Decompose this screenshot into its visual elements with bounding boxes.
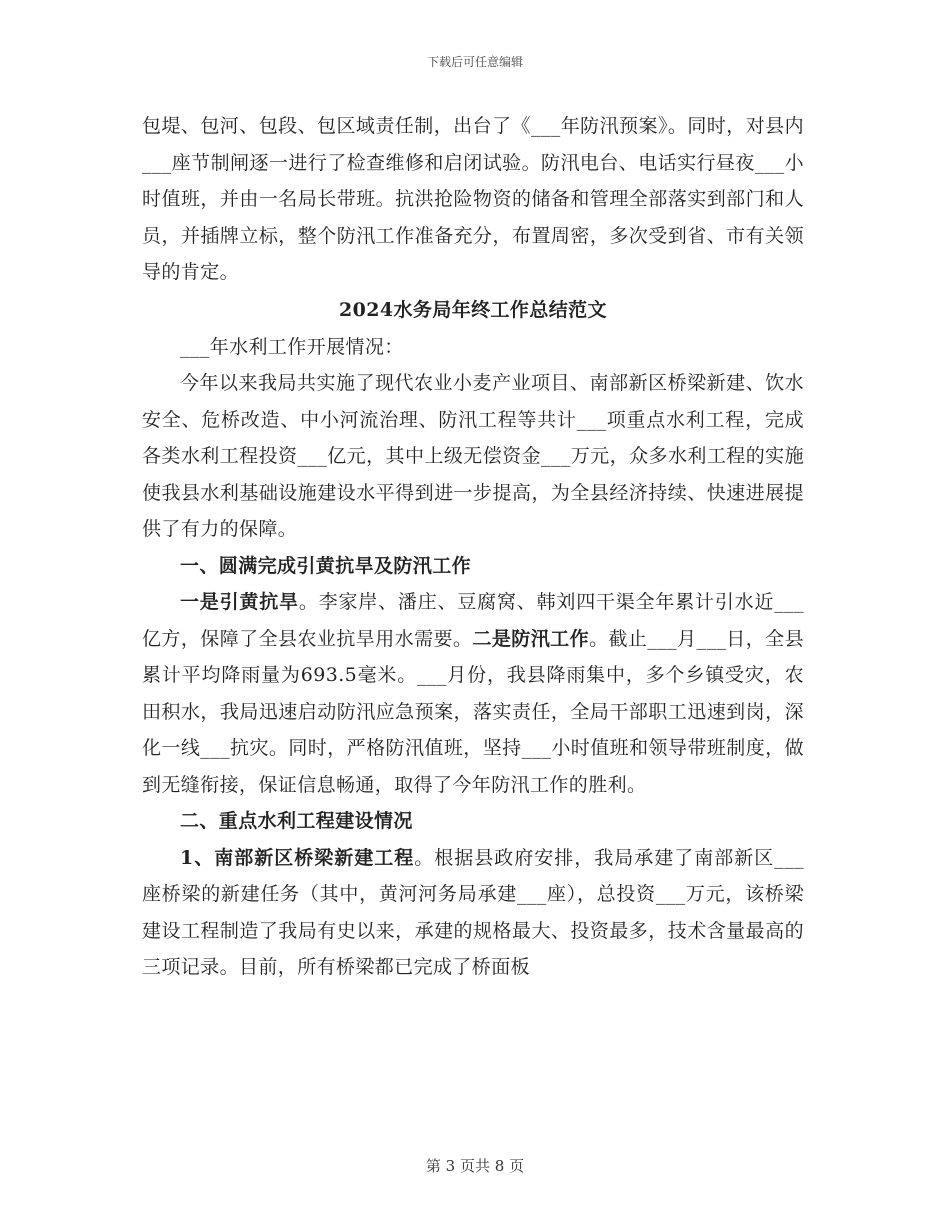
page-number: 第 3 页共 8 页 <box>425 1157 525 1175</box>
intro-line: ___年水利工作开展情况： <box>180 335 404 358</box>
lead-phrase-2: 二是防汛工作 <box>472 627 590 650</box>
section-heading-1: 一、圆满完成引黄抗旱及防汛工作 <box>180 554 472 577</box>
page-header: 下载后可任意编辑 <box>426 55 523 69</box>
section-2-paragraph <box>142 840 804 986</box>
section-heading-2: 二、重点水利工程建设情况 <box>180 810 413 832</box>
section-2-text-1: 。根据县政府安排，我局承建了南部新区___座桥梁的新建任务（其中，黄河河务局承建___座），总投资___万元，该桥梁建设工程制造了我局有史以来，承建的规格最大、投资最多，技术含量最高的三项记录。目前，所有桥梁都已完成了桥面板 <box>142 846 804 978</box>
section-1-text-2: 。截止___月___日，全县累计平均降雨量为693.5毫米。___月份，我县降雨集中，多个乡镇受灾，农田积水，我局迅速启动防汛应急预案，落实责任，全局干部职工迅速到岗，深化一线___抗灾。同时，严格防汛值班，坚持___小时值班和领导带班制度，做到无缝衔接，保证信息畅通，取得了今年防汛工作的胜利。 <box>142 627 804 796</box>
overview-paragraph: 今年以来我局共实施了现代农业小麦产业项目、南部新区桥梁新建、饮水安全、危桥改造、中小河流治理、防汛工程等共计___项重点水利工程，完成各类水利工程投资___亿元，其中上级无偿资金___万元，众多水利工程的实施使我县水利基础设施建设水平得到进一步提高，为全县经济持续、快速进展提供了有力的保障。 <box>142 372 804 540</box>
section-1-paragraph <box>142 584 804 803</box>
section-1-text-1: 。李家岸、潘庄、豆腐窝、韩刘四干渠全年累计引水近___亿方，保障了全县农业抗旱用水需要。 <box>142 591 804 650</box>
document-title: 2024水务局年终工作总结范文 <box>339 298 607 321</box>
lead-phrase-1: 一是引黄抗旱 <box>180 591 299 613</box>
lead-phrase-3: 1、南部新区桥梁新建工程 <box>180 846 415 869</box>
paragraph-continuation: 包堤、包河、包段、包区域责任制，出台了《___年防汛预案》。同时，对县内___座节制闸逐一进行了检查维修和启闭试验。防汛电台、电话实行昼夜___小时值班，并由一名局长带班。抗洪抢险物资的储备和管理全部落实到部门和人员，并插牌立标，整个防汛工作准备充分，布置周密，多次受到省、市有关领导的肯定。 <box>142 115 804 283</box>
document-body <box>142 108 804 986</box>
